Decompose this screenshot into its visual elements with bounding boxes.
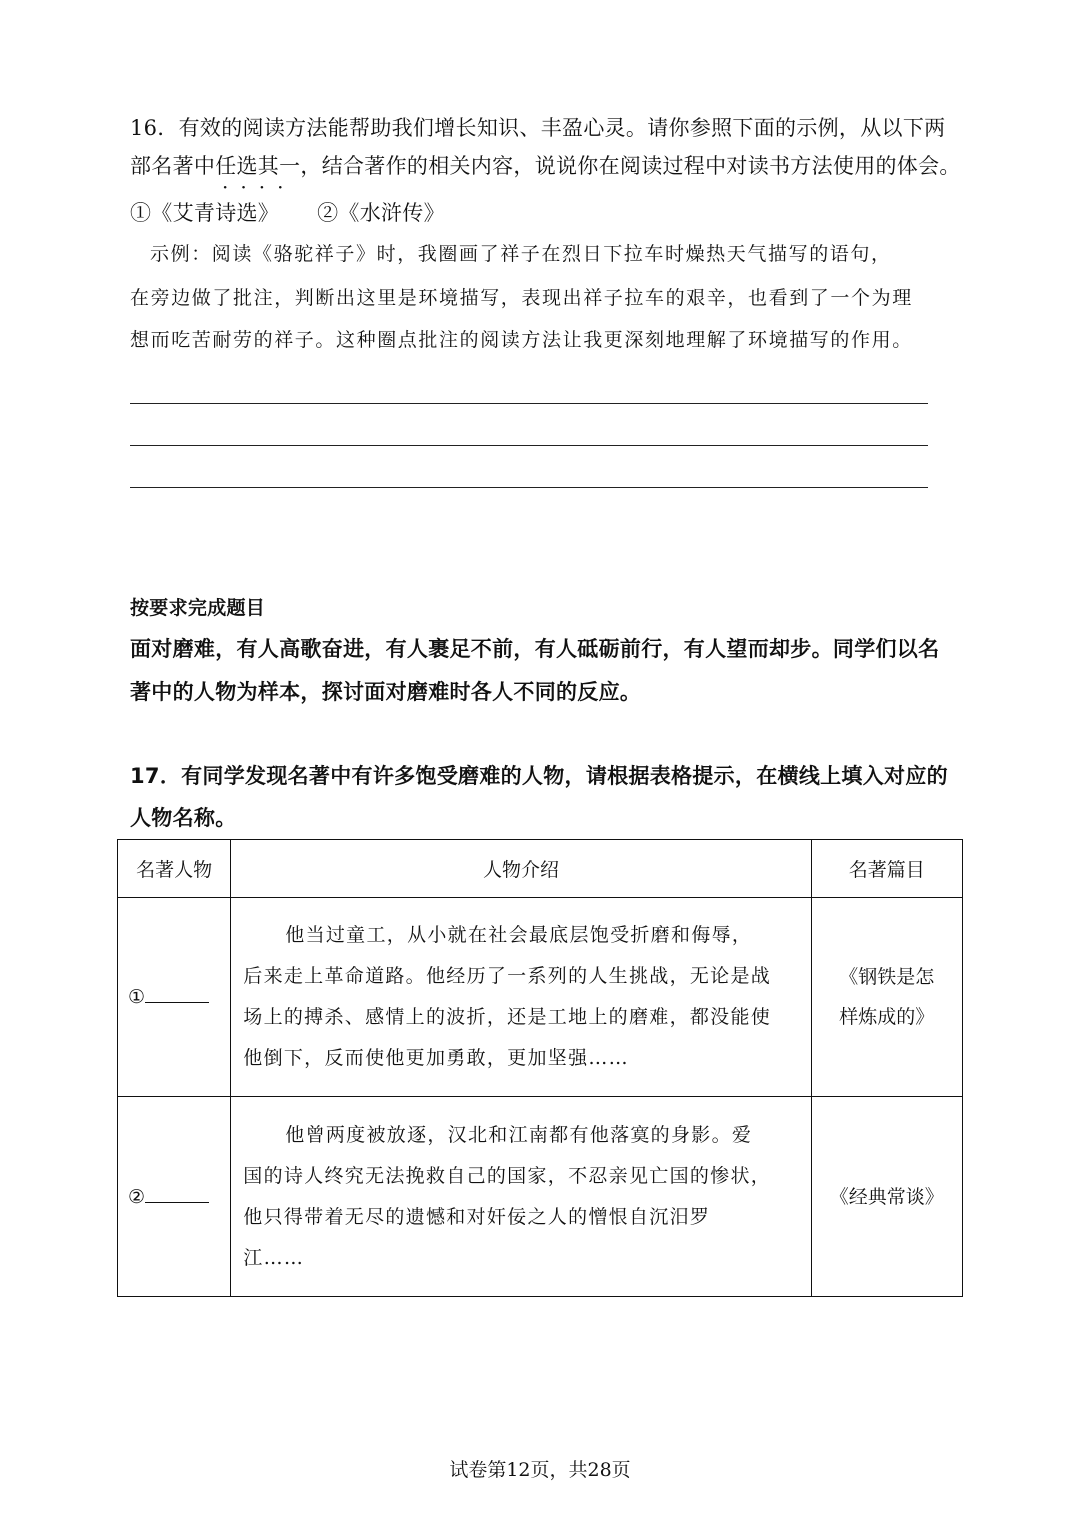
section-title: 按要求完成题目 [130,597,266,619]
character-description [231,898,811,1097]
desc-line: 国的诗人终究无法挽救自己的国家，不忍亲见亡国的惨状， [243,1164,772,1187]
q16-example-line-2: 在旁边做了批注，判断出这里是环境描写，表现出祥子拉车的艰辛，也看到了一个为理 [130,287,913,309]
character-answer-cell[interactable] [118,1097,231,1297]
desc-line: 他倒下，反而使他更加勇敢，更加坚强…… [243,1047,629,1069]
book-title [811,1097,962,1297]
q16-options [130,197,445,227]
table-row [118,898,963,1097]
q16-example-line-3: 想而吃苦耐劳的祥子。这种圈点批注的阅读方法让我更深刻地理解了环境描写的作用。 [130,329,913,351]
desc-line: 场上的搏杀、感情上的波折，还是工地上的磨难，都没能使 [243,1006,772,1028]
answer-marker: ② [128,1185,146,1208]
desc-line: 他只得带着无尽的遗憾和对奸佞之人的憎恨自沉汨罗 [243,1205,711,1228]
q16-prompt-line-1: 16．有效的阅读方法能帮助我们增长知识、丰盈心灵。请你参照下面的示例，从以下两 [130,116,946,140]
q16-example-line-1: 示例：阅读《骆驼祥子》时，我圈画了祥子在烈日下拉车时燥热天气描写的语句， [150,243,892,265]
desc-line: 后来走上革命道路。他经历了一系列的人生挑战，无论是战 [243,965,772,987]
character-table [117,839,963,1297]
header-character: 名著人物 [118,840,231,898]
book-title [811,898,962,1097]
q17-prompt-line-2: 人物名称。 [130,806,237,830]
answer-line-1[interactable] [130,403,928,404]
book-line: 样炼成的》 [839,1006,935,1028]
character-answer-cell[interactable] [118,898,231,1097]
table-row [118,1097,963,1297]
answer-line-3[interactable] [130,487,928,488]
answer-line-2[interactable] [130,445,928,446]
header-book: 名著篇目 [811,840,962,898]
desc-line: 他曾两度被放逐，汉北和江南都有他落寞的身影。爱 [285,1123,753,1146]
table-header-row [118,840,963,898]
header-introduction: 人物介绍 [231,840,811,898]
q17-prompt-line-1: 17．有同学发现名著中有许多饱受磨难的人物，请根据表格提示，在横线上填入对应的 [130,764,948,788]
section-intro-line-1: 面对磨难，有人高歌奋进，有人裹足不前，有人砥砺前行，有人望而却步。同学们以名 [130,637,940,661]
book-line: 《经典常谈》 [829,1185,944,1208]
answer-blank[interactable] [145,988,209,1003]
q16-option-2: ②《水浒传》 [317,201,445,225]
section-intro-line-2: 著中的人物为样本，探讨面对磨难时各人不同的反应。 [130,680,642,704]
answer-marker: ① [128,986,146,1008]
answer-blank[interactable] [145,1188,209,1203]
q16-option-1: ①《艾青诗选》 [130,201,280,225]
desc-line: 他当过童工，从小就在社会最底层饱受折磨和侮辱， [285,924,753,946]
character-description [231,1097,811,1297]
emphasis-dots: ···· [222,175,296,199]
book-line: 《钢铁是怎 [839,966,935,988]
page-footer: 试卷第12页，共28页 [449,1459,631,1481]
desc-line: 江…… [243,1246,305,1269]
q16-prompt-line-2: 部名著中任选其一，结合著作的相关内容，说说你在阅读过程中对读书方法使用的体会。 [130,154,961,178]
